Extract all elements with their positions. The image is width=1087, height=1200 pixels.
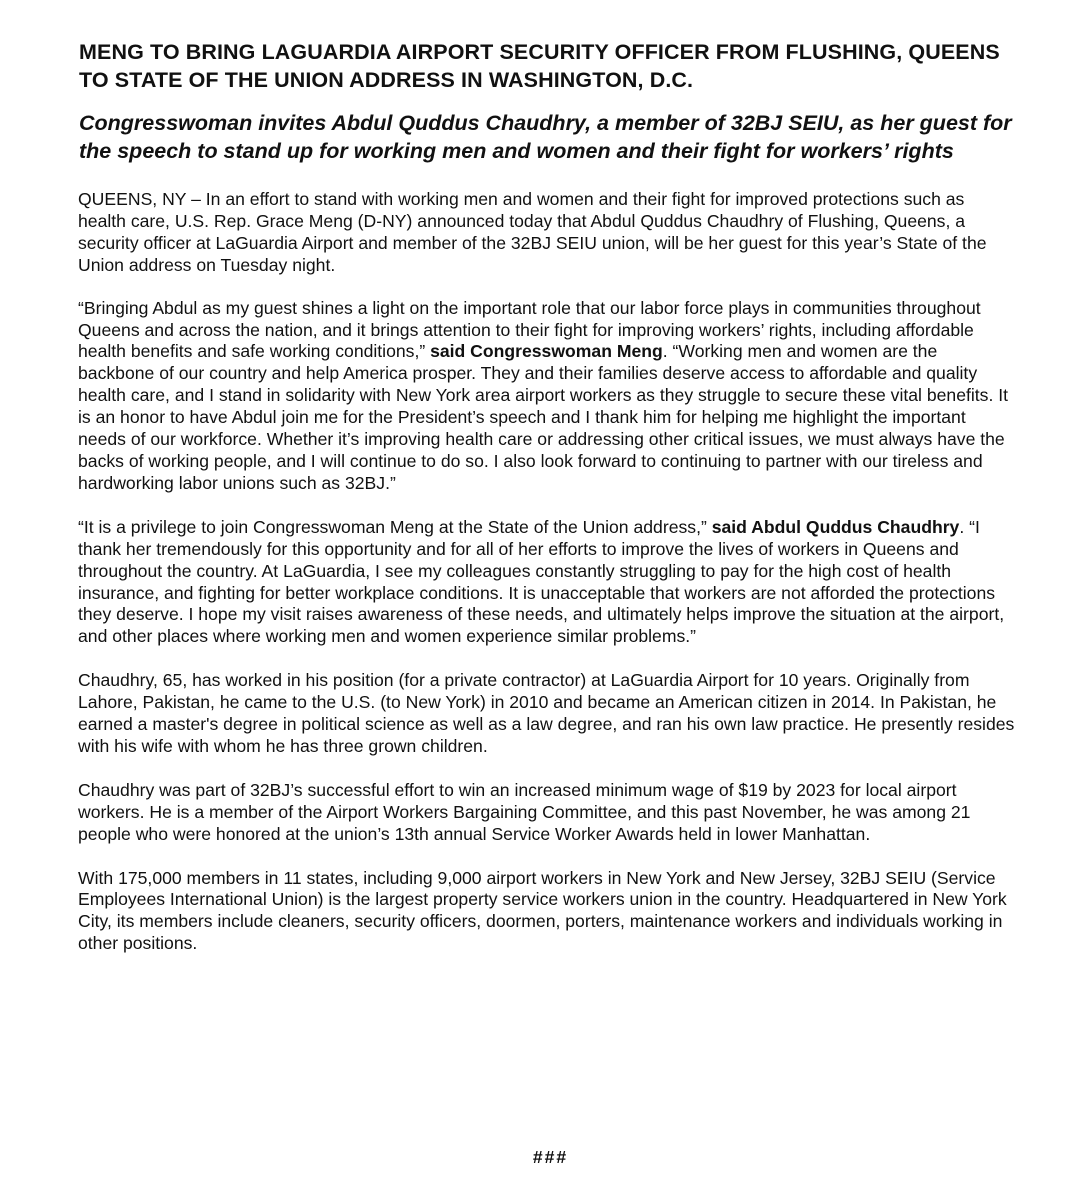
- quote-text: . “Working men and women are the backbone of our country and help America prosper. They and their families deserve access to affordable and quality health care, and I stand in solidarity with New York area airport workers as they struggle to secure these vital benefits. It is an honor to have Abdul join me for the President’s speech and I thank him for helping me highlight the important needs of our workforce. Whether it’s improving health care or addressing other critical issues, we must always have the backs of working people, and I will continue to do so. I also look forward to continuing to partner with our tireless and hardworking labor unions such as 32BJ.”: [78, 341, 1009, 493]
- end-of-release-mark: ###: [532, 1147, 569, 1167]
- quote-text: “It is a privilege to join Congresswoman Meng at the State of the Union address,”: [78, 516, 707, 537]
- quote-attribution: said Abdul Quddus Chaudhry: [711, 516, 960, 537]
- paragraph-biography: Chaudhry, 65, has worked in his position (for a private contractor) at LaGuardia Airport for 10 years. Originally from Lahore, Pakistan, he came to the U.S. (to New York) in 2010 and became an American citizen in 2014. In Pakistan, he earned a master's degree in political science as well as a law degree, and ran his own law practice. He presently resides with his wife with whom he has three grown children.: [78, 670, 1015, 756]
- quote-text: . “I thank her tremendously for this opportunity and for all of her efforts to improve the lives of workers in Queens and throughout the country. At LaGuardia, I see my colleagues constantly struggling to pay for the high cost of health insurance, and fighting for better workplace conditions. It is unacceptable that workers are not afforded the protections they deserve. I hope my visit raises awareness of these needs, and ultimately helps improve the situation at the airport, and other places where working men and women experience similar problems.”: [78, 516, 1005, 647]
- paragraph-chaudhry-quote: [78, 517, 1017, 648]
- subheadline: Congresswoman invites Abdul Quddus Chaudhry, a member of 32BJ SEIU, as her guest for the speech to stand up for working men and women and their fight for workers’ rights: [79, 111, 1012, 163]
- paragraph-union-about: With 175,000 members in 11 states, including 9,000 airport workers in New York and New Jersey, 32BJ SEIU (Service Employees International Union) is the largest property service workers union in the country. Headquartered in New York City, its members include cleaners, security officers, doormen, porters, maintenance workers and individuals working in other positions.: [78, 867, 1007, 954]
- quote-text: “Bringing Abdul as my guest shines a light on the important role that our labor force plays in communities throughout Queens and across the nation, and it brings attention to their fight for improving workers’ rights, including affordable health benefits and safe working conditions,”: [78, 297, 981, 362]
- quote-attribution: said Congresswoman Meng: [430, 341, 663, 362]
- headline: MENG TO BRING LAGUARDIA AIRPORT SECURITY OFFICER FROM FLUSHING, QUEENS TO STATE OF THE UNION ADDRESS IN WASHINGTON, D.C.: [79, 40, 1000, 92]
- paragraph-dateline: QUEENS, NY – In an effort to stand with working men and women and their fight for improved protections such as health care, U.S. Rep. Grace Meng (D-NY) announced today that Abdul Quddus Chaudhry of Flushing, Queens, a security officer at LaGuardia Airport and member of the 32BJ SEIU union, will be her guest for this year’s State of the Union address on Tuesday night.: [78, 189, 987, 275]
- paragraph-union-effort: Chaudhry was part of 32BJ’s successful effort to win an increased minimum wage of $19 by 2023 for local airport workers. He is a member of the Airport Workers Bargaining Committee, and this past November, he was among 21 people who were honored at the union’s 13th annual Service Worker Awards held in lower Manhattan.: [78, 779, 971, 844]
- paragraph-meng-quote: [78, 298, 1017, 495]
